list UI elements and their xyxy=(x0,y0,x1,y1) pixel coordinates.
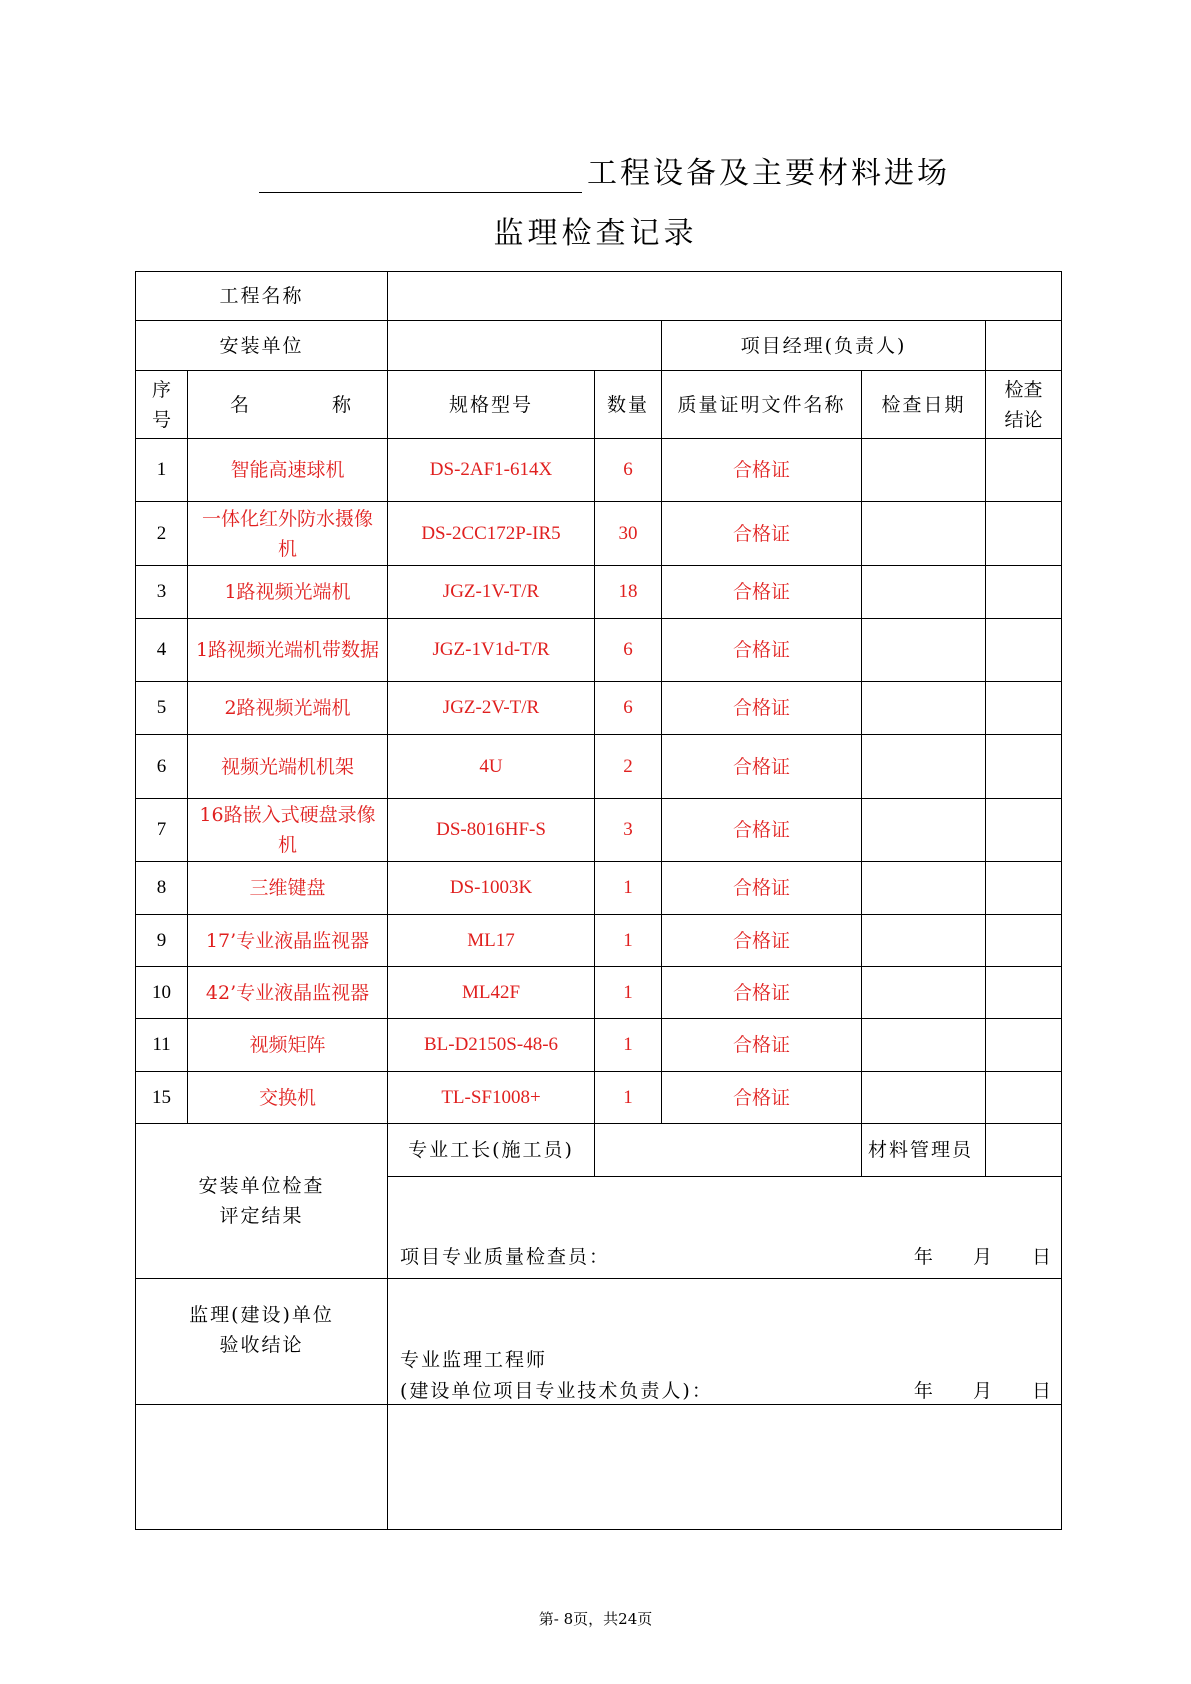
row-result[interactable] xyxy=(986,799,1062,862)
row-result[interactable] xyxy=(986,1019,1062,1072)
table-row xyxy=(136,1072,1062,1124)
row-cert: 合格证 xyxy=(662,799,862,862)
row-cert: 合格证 xyxy=(662,735,862,799)
col-header-no-l2: 号 xyxy=(151,408,171,431)
page-footer: 第- 8页，共24页 xyxy=(538,1610,653,1628)
row-date[interactable] xyxy=(862,1019,986,1072)
row-name: 视频光端机机架 xyxy=(188,735,388,799)
row-result[interactable] xyxy=(986,1072,1062,1124)
row-name: 智能高速球机 xyxy=(188,439,388,502)
evaluation-signature-row xyxy=(136,1124,1062,1177)
row-date[interactable] xyxy=(862,1072,986,1124)
col-header-no xyxy=(136,371,188,439)
document-title-line1: 工程设备及主要材料进场 xyxy=(587,156,950,191)
row-name: 三维键盘 xyxy=(188,862,388,915)
row-qty: 6 xyxy=(595,619,662,682)
row-date[interactable] xyxy=(862,862,986,915)
col-header-qty: 数量 xyxy=(595,371,662,439)
row-model: JGZ-1V-T/R xyxy=(388,566,595,619)
material-manager-label: 材料管理员 xyxy=(862,1124,986,1177)
row-cert: 合格证 xyxy=(662,619,862,682)
row-name: 16路嵌入式硬盘录像机 xyxy=(188,799,388,862)
col-header-date: 检查日期 xyxy=(862,371,986,439)
row-qty: 18 xyxy=(595,566,662,619)
row-no: 15 xyxy=(136,1072,188,1124)
row-date[interactable] xyxy=(862,735,986,799)
supervision-engineer-label: 专业监理工程师 xyxy=(400,1349,548,1371)
project-name-row xyxy=(136,272,1062,321)
row-qty: 1 xyxy=(595,967,662,1019)
material-manager-field[interactable] xyxy=(986,1124,1062,1177)
row-date[interactable] xyxy=(862,967,986,1019)
row-no: 3 xyxy=(136,566,188,619)
col-header-model: 规格型号 xyxy=(388,371,595,439)
supervision-label-l2: 验收结论 xyxy=(219,1333,304,1356)
supervision-label xyxy=(136,1279,388,1405)
row-date[interactable] xyxy=(862,439,986,502)
row-result[interactable] xyxy=(986,862,1062,915)
row-qty: 1 xyxy=(595,915,662,967)
row-result[interactable] xyxy=(986,566,1062,619)
row-cert: 合格证 xyxy=(662,1072,862,1124)
row-result[interactable] xyxy=(986,439,1062,502)
row-no: 1 xyxy=(136,439,188,502)
row-model: DS-1003K xyxy=(388,862,595,915)
row-cert: 合格证 xyxy=(662,502,862,566)
row-cert: 合格证 xyxy=(662,1019,862,1072)
supervision-month: 月 xyxy=(972,1380,992,1402)
row-qty: 3 xyxy=(595,799,662,862)
table-row xyxy=(136,439,1062,502)
evaluation-result-cell[interactable] xyxy=(388,1177,1062,1279)
col-header-name-a: 名 xyxy=(230,393,250,416)
row-date[interactable] xyxy=(862,619,986,682)
row-model: DS-2AF1-614X xyxy=(388,439,595,502)
col-header-result xyxy=(986,371,1062,439)
row-name: 交换机 xyxy=(188,1072,388,1124)
table-row xyxy=(136,735,1062,799)
row-date[interactable] xyxy=(862,682,986,735)
evaluation-year: 年 xyxy=(913,1246,933,1268)
table-row xyxy=(136,619,1062,682)
evaluation-date xyxy=(880,1242,1051,1272)
row-no: 4 xyxy=(136,619,188,682)
table-row xyxy=(136,502,1062,566)
foreman-field[interactable] xyxy=(595,1124,862,1177)
row-cert: 合格证 xyxy=(662,566,862,619)
row-date[interactable] xyxy=(862,799,986,862)
row-model: TL-SF1008+ xyxy=(388,1072,595,1124)
row-name: 17’专业液晶监视器 xyxy=(188,915,388,967)
remarks-field[interactable] xyxy=(388,1405,1062,1530)
col-header-result-l1: 检查 xyxy=(1004,378,1043,401)
remarks-row xyxy=(136,1405,1062,1530)
table-row xyxy=(136,1019,1062,1072)
row-model: ML42F xyxy=(388,967,595,1019)
col-header-no-l1: 序 xyxy=(151,378,171,401)
title-line1-wrapper xyxy=(259,140,959,200)
row-date[interactable] xyxy=(862,566,986,619)
install-unit-row xyxy=(136,321,1062,371)
evaluation-label-l1: 安装单位检查 xyxy=(198,1175,325,1197)
foreman-label: 专业工长(施工员) xyxy=(388,1124,595,1177)
evaluation-label xyxy=(136,1124,388,1279)
project-name-field[interactable] xyxy=(388,272,1062,321)
row-model: JGZ-1V1d-T/R xyxy=(388,619,595,682)
col-header-name-b: 称 xyxy=(332,393,352,416)
evaluation-day: 日 xyxy=(1032,1246,1052,1268)
remarks-label-cell xyxy=(136,1405,388,1530)
row-name: 1路视频光端机 xyxy=(188,566,388,619)
supervision-result-cell[interactable] xyxy=(388,1279,1062,1405)
row-name: 视频矩阵 xyxy=(188,1019,388,1072)
row-cert: 合格证 xyxy=(662,862,862,915)
row-model: 4U xyxy=(388,735,595,799)
construction-tech-lead-label: (建设单位项目专业技术负责人)： xyxy=(400,1380,713,1402)
row-result[interactable] xyxy=(986,967,1062,1019)
row-qty: 1 xyxy=(595,862,662,915)
row-result[interactable] xyxy=(986,619,1062,682)
table-row xyxy=(136,566,1062,619)
row-no: 10 xyxy=(136,967,188,1019)
quality-inspector-label: 项目专业质量检查员： xyxy=(400,1246,611,1268)
col-header-name xyxy=(188,371,388,439)
row-qty: 30 xyxy=(595,502,662,566)
row-cert: 合格证 xyxy=(662,439,862,502)
column-header-row xyxy=(136,371,1062,439)
col-header-result-l2: 结论 xyxy=(1004,408,1043,431)
row-cert: 合格证 xyxy=(662,915,862,967)
row-name: 42’专业液晶监视器 xyxy=(188,967,388,1019)
row-cert: 合格证 xyxy=(662,682,862,735)
row-name: 1路视频光端机带数据 xyxy=(188,619,388,682)
row-date[interactable] xyxy=(862,915,986,967)
row-no: 6 xyxy=(136,735,188,799)
row-date[interactable] xyxy=(862,502,986,566)
row-no: 9 xyxy=(136,915,188,967)
table-row xyxy=(136,862,1062,915)
row-name: 一体化红外防水摄像机 xyxy=(188,502,388,566)
row-qty: 6 xyxy=(595,682,662,735)
project-name-blank-line xyxy=(259,192,582,193)
install-unit-field[interactable] xyxy=(388,321,662,371)
row-model: DS-2CC172P-IR5 xyxy=(388,502,595,566)
row-model: JGZ-2V-T/R xyxy=(388,682,595,735)
table-row xyxy=(136,915,1062,967)
document-title-line2: 监理检查记录 xyxy=(493,216,698,251)
supervision-year: 年 xyxy=(913,1380,933,1402)
row-result[interactable] xyxy=(986,735,1062,799)
row-name: 2路视频光端机 xyxy=(188,682,388,735)
table-row xyxy=(136,799,1062,862)
project-manager-field[interactable] xyxy=(986,321,1062,371)
row-no: 8 xyxy=(136,862,188,915)
supervision-date xyxy=(880,1376,1051,1405)
project-name-label: 工程名称 xyxy=(136,272,388,321)
project-manager-label: 项目经理(负责人) xyxy=(662,321,986,371)
table-row xyxy=(136,967,1062,1019)
row-qty: 2 xyxy=(595,735,662,799)
row-no: 11 xyxy=(136,1019,188,1072)
supervision-day: 日 xyxy=(1032,1380,1052,1402)
row-no: 7 xyxy=(136,799,188,862)
row-model: DS-8016HF-S xyxy=(388,799,595,862)
row-qty: 1 xyxy=(595,1072,662,1124)
row-no: 5 xyxy=(136,682,188,735)
supervision-row xyxy=(136,1279,1062,1405)
col-header-cert: 质量证明文件名称 xyxy=(662,371,862,439)
evaluation-month: 月 xyxy=(972,1246,992,1268)
row-qty: 6 xyxy=(595,439,662,502)
supervision-label-l1: 监理(建设)单位 xyxy=(189,1303,334,1326)
row-result[interactable] xyxy=(986,682,1062,735)
inspection-record-table xyxy=(135,271,1062,1530)
install-unit-label: 安装单位 xyxy=(136,321,388,371)
table-row xyxy=(136,682,1062,735)
evaluation-label-l2: 评定结果 xyxy=(219,1205,304,1227)
row-result[interactable] xyxy=(986,502,1062,566)
row-qty: 1 xyxy=(595,1019,662,1072)
row-model: BL-D2150S-48-6 xyxy=(388,1019,595,1072)
row-no: 2 xyxy=(136,502,188,566)
row-cert: 合格证 xyxy=(662,967,862,1019)
row-result[interactable] xyxy=(986,915,1062,967)
row-model: ML17 xyxy=(388,915,595,967)
